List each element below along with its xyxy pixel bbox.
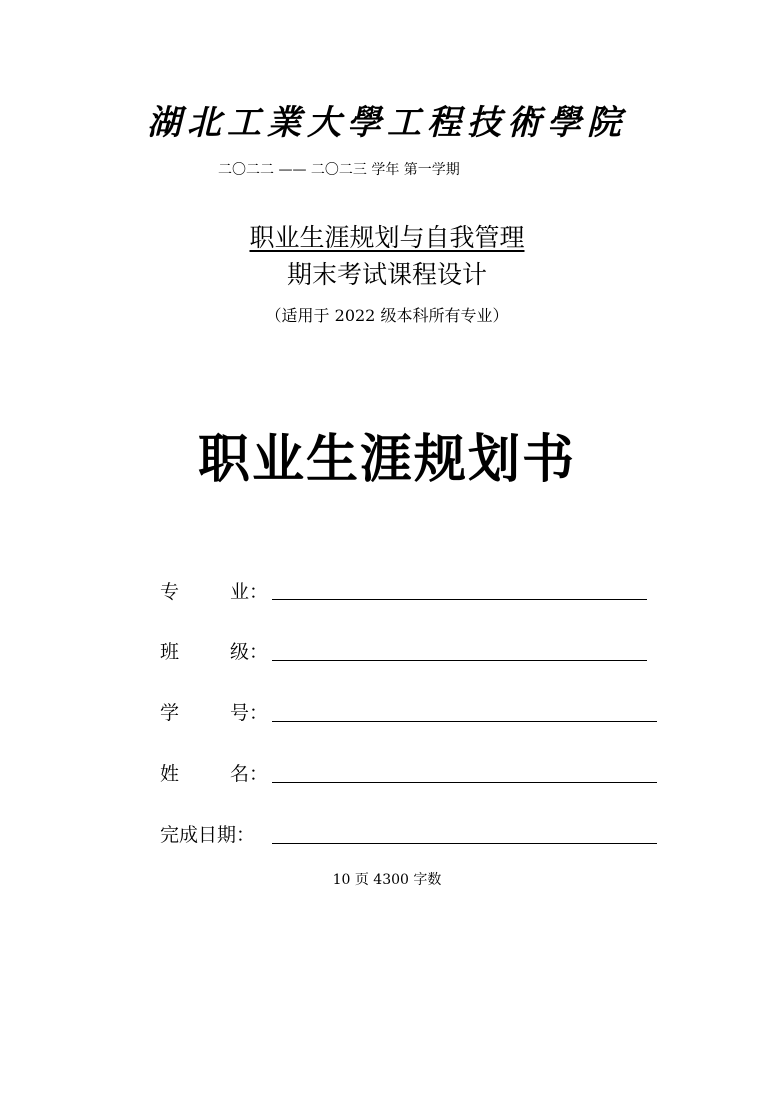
major-label-char1: 专	[160, 581, 180, 603]
student-id-label-char1: 学	[160, 702, 180, 724]
course-title: 职业生涯规划与自我管理	[249, 223, 525, 252]
major-label-char2: 业：	[230, 581, 269, 603]
name-fill-line[interactable]	[272, 782, 657, 783]
completion-date-label-text: 完成日期：	[160, 824, 256, 846]
name-label-char1: 姓	[160, 763, 180, 785]
completion-date-fill-line[interactable]	[272, 843, 657, 844]
student-id-fill-line[interactable]	[272, 721, 657, 722]
document-title: 职业生涯规划书	[197, 430, 576, 490]
major-fill-line[interactable]	[272, 599, 647, 600]
class-label-char1: 班	[160, 641, 180, 663]
class-label-char2: 级：	[230, 641, 269, 663]
exam-title: 期末考试课程设计	[286, 260, 487, 289]
class-fill-line[interactable]	[272, 660, 647, 661]
page-word-count: 10 页 4300 字数	[332, 872, 442, 888]
applicable-scope: （适用于 2022 级本科所有专业）	[265, 306, 509, 325]
school-name: 湖北工業大學工程技術學院	[147, 103, 627, 143]
academic-term: 二〇二二 —— 二〇二三 学年 第一学期	[218, 162, 460, 178]
name-label-char2: 名：	[230, 763, 269, 785]
student-id-label-char2: 号：	[230, 702, 269, 724]
